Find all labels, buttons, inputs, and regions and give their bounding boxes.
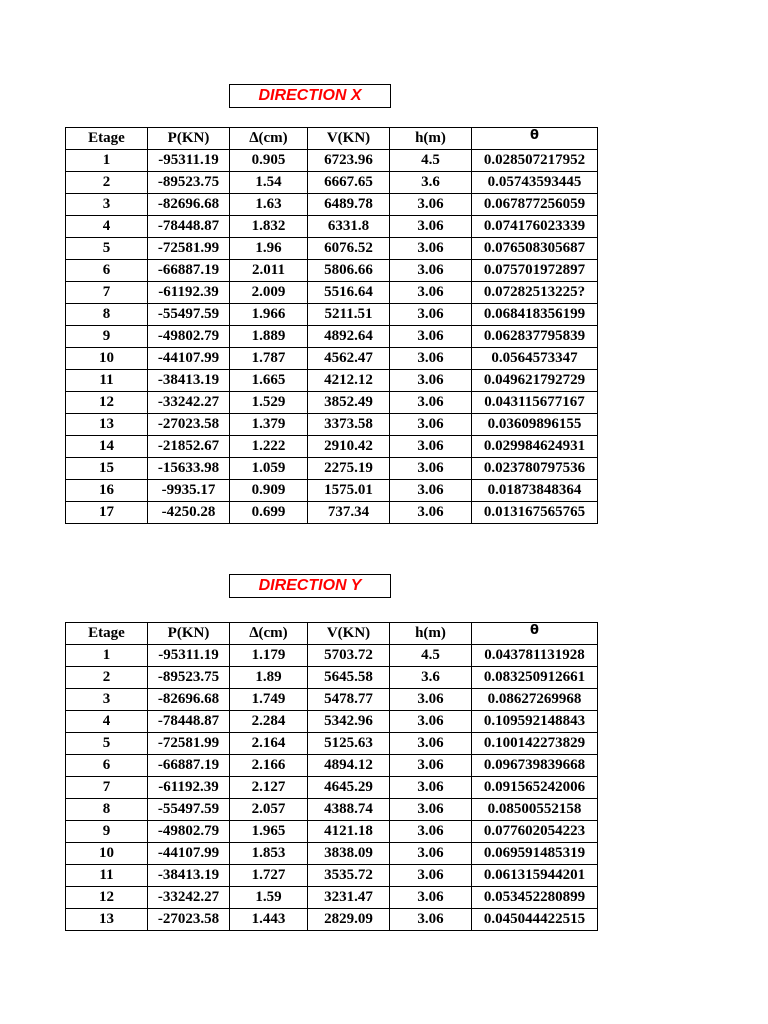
table-row bbox=[66, 282, 598, 304]
table-row bbox=[66, 194, 598, 216]
header-theta: θ bbox=[472, 623, 598, 645]
cell-h: 4.5 bbox=[390, 645, 472, 667]
cell-v: 6489.78 bbox=[308, 194, 390, 216]
cell-theta: 0.049621792729 bbox=[472, 370, 598, 392]
table-row bbox=[66, 711, 598, 733]
cell-etage: 4 bbox=[66, 711, 148, 733]
table-row bbox=[66, 667, 598, 689]
table-header-row bbox=[66, 623, 598, 645]
direction-y-title: DIRECTION Y bbox=[258, 577, 362, 594]
cell-v: 3231.47 bbox=[308, 887, 390, 909]
header-etage: Etage bbox=[66, 623, 148, 645]
cell-delta: 2.009 bbox=[230, 282, 308, 304]
cell-h: 3.06 bbox=[390, 348, 472, 370]
table-row bbox=[66, 414, 598, 436]
cell-v: 4388.74 bbox=[308, 799, 390, 821]
cell-h: 3.06 bbox=[390, 414, 472, 436]
cell-p: -33242.27 bbox=[148, 392, 230, 414]
cell-h: 3.06 bbox=[390, 865, 472, 887]
cell-etage: 15 bbox=[66, 458, 148, 480]
table-row bbox=[66, 216, 598, 238]
cell-delta: 1.443 bbox=[230, 909, 308, 931]
cell-etage: 8 bbox=[66, 799, 148, 821]
cell-delta: 2.284 bbox=[230, 711, 308, 733]
header-theta: θ bbox=[472, 128, 598, 150]
cell-v: 4645.29 bbox=[308, 777, 390, 799]
cell-theta: 0.067877256059 bbox=[472, 194, 598, 216]
cell-h: 3.6 bbox=[390, 172, 472, 194]
cell-theta: 0.03609896155 bbox=[472, 414, 598, 436]
cell-theta: 0.023780797536 bbox=[472, 458, 598, 480]
cell-p: -78448.87 bbox=[148, 216, 230, 238]
cell-theta: 0.05743593445 bbox=[472, 172, 598, 194]
cell-p: -78448.87 bbox=[148, 711, 230, 733]
cell-theta: 0.043115677167 bbox=[472, 392, 598, 414]
cell-v: 5645.58 bbox=[308, 667, 390, 689]
table-row bbox=[66, 370, 598, 392]
cell-theta: 0.01873848364 bbox=[472, 480, 598, 502]
cell-delta: 1.379 bbox=[230, 414, 308, 436]
cell-v: 3852.49 bbox=[308, 392, 390, 414]
cell-p: -33242.27 bbox=[148, 887, 230, 909]
direction-x-table bbox=[65, 127, 598, 524]
header-h: h(m) bbox=[390, 128, 472, 150]
cell-v: 5703.72 bbox=[308, 645, 390, 667]
cell-etage: 16 bbox=[66, 480, 148, 502]
cell-v: 6667.65 bbox=[308, 172, 390, 194]
cell-etage: 7 bbox=[66, 777, 148, 799]
cell-h: 3.06 bbox=[390, 777, 472, 799]
cell-etage: 1 bbox=[66, 150, 148, 172]
cell-p: -44107.99 bbox=[148, 348, 230, 370]
cell-etage: 17 bbox=[66, 502, 148, 524]
cell-p: -61192.39 bbox=[148, 777, 230, 799]
cell-delta: 0.699 bbox=[230, 502, 308, 524]
cell-theta: 0.091565242006 bbox=[472, 777, 598, 799]
cell-v: 6331.8 bbox=[308, 216, 390, 238]
cell-delta: 1.529 bbox=[230, 392, 308, 414]
cell-p: -44107.99 bbox=[148, 843, 230, 865]
cell-theta: 0.043781131928 bbox=[472, 645, 598, 667]
cell-theta: 0.062837795839 bbox=[472, 326, 598, 348]
cell-h: 3.06 bbox=[390, 755, 472, 777]
cell-theta: 0.0564573347 bbox=[472, 348, 598, 370]
cell-delta: 2.011 bbox=[230, 260, 308, 282]
table-row bbox=[66, 645, 598, 667]
cell-h: 3.06 bbox=[390, 689, 472, 711]
cell-v: 5211.51 bbox=[308, 304, 390, 326]
cell-h: 3.06 bbox=[390, 282, 472, 304]
table-row bbox=[66, 172, 598, 194]
cell-theta: 0.061315944201 bbox=[472, 865, 598, 887]
cell-etage: 14 bbox=[66, 436, 148, 458]
cell-delta: 1.853 bbox=[230, 843, 308, 865]
cell-h: 4.5 bbox=[390, 150, 472, 172]
table-row bbox=[66, 458, 598, 480]
cell-h: 3.06 bbox=[390, 711, 472, 733]
cell-delta: 1.54 bbox=[230, 172, 308, 194]
table-row bbox=[66, 502, 598, 524]
cell-etage: 12 bbox=[66, 392, 148, 414]
direction-y-table bbox=[65, 622, 598, 931]
cell-theta: 0.083250912661 bbox=[472, 667, 598, 689]
cell-h: 3.6 bbox=[390, 667, 472, 689]
cell-etage: 13 bbox=[66, 909, 148, 931]
cell-theta: 0.076508305687 bbox=[472, 238, 598, 260]
header-v: V(KN) bbox=[308, 128, 390, 150]
cell-delta: 1.89 bbox=[230, 667, 308, 689]
cell-theta: 0.029984624931 bbox=[472, 436, 598, 458]
cell-etage: 11 bbox=[66, 370, 148, 392]
cell-p: -89523.75 bbox=[148, 172, 230, 194]
direction-y-heading bbox=[229, 574, 391, 598]
cell-p: -38413.19 bbox=[148, 865, 230, 887]
cell-theta: 0.068418356199 bbox=[472, 304, 598, 326]
cell-theta: 0.069591485319 bbox=[472, 843, 598, 865]
header-v: V(KN) bbox=[308, 623, 390, 645]
table-row bbox=[66, 821, 598, 843]
cell-etage: 6 bbox=[66, 755, 148, 777]
cell-p: -55497.59 bbox=[148, 799, 230, 821]
cell-v: 5342.96 bbox=[308, 711, 390, 733]
cell-p: -27023.58 bbox=[148, 414, 230, 436]
cell-theta: 0.028507217952 bbox=[472, 150, 598, 172]
cell-delta: 1.59 bbox=[230, 887, 308, 909]
cell-delta: 1.222 bbox=[230, 436, 308, 458]
cell-h: 3.06 bbox=[390, 843, 472, 865]
cell-v: 3838.09 bbox=[308, 843, 390, 865]
cell-p: -9935.17 bbox=[148, 480, 230, 502]
cell-theta: 0.045044422515 bbox=[472, 909, 598, 931]
cell-h: 3.06 bbox=[390, 238, 472, 260]
table-row bbox=[66, 733, 598, 755]
cell-theta: 0.077602054223 bbox=[472, 821, 598, 843]
cell-v: 5125.63 bbox=[308, 733, 390, 755]
cell-etage: 9 bbox=[66, 821, 148, 843]
cell-etage: 12 bbox=[66, 887, 148, 909]
cell-delta: 1.787 bbox=[230, 348, 308, 370]
header-h: h(m) bbox=[390, 623, 472, 645]
cell-h: 3.06 bbox=[390, 502, 472, 524]
table-row bbox=[66, 865, 598, 887]
cell-v: 2829.09 bbox=[308, 909, 390, 931]
cell-etage: 8 bbox=[66, 304, 148, 326]
table-row bbox=[66, 777, 598, 799]
cell-etage: 11 bbox=[66, 865, 148, 887]
table-row bbox=[66, 689, 598, 711]
cell-h: 3.06 bbox=[390, 821, 472, 843]
cell-etage: 7 bbox=[66, 282, 148, 304]
cell-v: 6076.52 bbox=[308, 238, 390, 260]
table-row bbox=[66, 260, 598, 282]
cell-h: 3.06 bbox=[390, 887, 472, 909]
cell-delta: 1.966 bbox=[230, 304, 308, 326]
cell-theta: 0.053452280899 bbox=[472, 887, 598, 909]
cell-v: 4892.64 bbox=[308, 326, 390, 348]
cell-delta: 1.832 bbox=[230, 216, 308, 238]
cell-h: 3.06 bbox=[390, 216, 472, 238]
table-row bbox=[66, 799, 598, 821]
cell-p: -21852.67 bbox=[148, 436, 230, 458]
header-delta: ∆(cm) bbox=[230, 128, 308, 150]
cell-etage: 10 bbox=[66, 843, 148, 865]
cell-p: -89523.75 bbox=[148, 667, 230, 689]
cell-p: -72581.99 bbox=[148, 733, 230, 755]
cell-h: 3.06 bbox=[390, 733, 472, 755]
cell-delta: 1.059 bbox=[230, 458, 308, 480]
cell-h: 3.06 bbox=[390, 304, 472, 326]
cell-p: -49802.79 bbox=[148, 326, 230, 348]
table-row bbox=[66, 348, 598, 370]
cell-h: 3.06 bbox=[390, 326, 472, 348]
cell-delta: 0.905 bbox=[230, 150, 308, 172]
direction-x-heading bbox=[229, 84, 391, 108]
cell-delta: 1.63 bbox=[230, 194, 308, 216]
cell-p: -55497.59 bbox=[148, 304, 230, 326]
cell-p: -15633.98 bbox=[148, 458, 230, 480]
cell-delta: 1.727 bbox=[230, 865, 308, 887]
table-row bbox=[66, 480, 598, 502]
cell-v: 1575.01 bbox=[308, 480, 390, 502]
cell-etage: 5 bbox=[66, 733, 148, 755]
table-row bbox=[66, 755, 598, 777]
cell-h: 3.06 bbox=[390, 370, 472, 392]
cell-v: 737.34 bbox=[308, 502, 390, 524]
cell-p: -82696.68 bbox=[148, 194, 230, 216]
cell-delta: 1.965 bbox=[230, 821, 308, 843]
cell-delta: 1.179 bbox=[230, 645, 308, 667]
cell-delta: 0.909 bbox=[230, 480, 308, 502]
cell-v: 2910.42 bbox=[308, 436, 390, 458]
table-row bbox=[66, 909, 598, 931]
cell-etage: 3 bbox=[66, 194, 148, 216]
cell-delta: 2.166 bbox=[230, 755, 308, 777]
cell-v: 4894.12 bbox=[308, 755, 390, 777]
cell-delta: 1.96 bbox=[230, 238, 308, 260]
table-row bbox=[66, 436, 598, 458]
cell-theta: 0.109592148843 bbox=[472, 711, 598, 733]
cell-p: -66887.19 bbox=[148, 755, 230, 777]
direction-y-rows bbox=[66, 645, 598, 931]
cell-v: 2275.19 bbox=[308, 458, 390, 480]
table-header-row bbox=[66, 128, 598, 150]
cell-h: 3.06 bbox=[390, 392, 472, 414]
table-row bbox=[66, 150, 598, 172]
cell-p: -27023.58 bbox=[148, 909, 230, 931]
cell-etage: 3 bbox=[66, 689, 148, 711]
cell-etage: 5 bbox=[66, 238, 148, 260]
table-row bbox=[66, 238, 598, 260]
header-etage: Etage bbox=[66, 128, 148, 150]
table-row bbox=[66, 887, 598, 909]
cell-delta: 1.749 bbox=[230, 689, 308, 711]
cell-v: 3535.72 bbox=[308, 865, 390, 887]
cell-etage: 4 bbox=[66, 216, 148, 238]
cell-etage: 1 bbox=[66, 645, 148, 667]
cell-delta: 2.127 bbox=[230, 777, 308, 799]
cell-theta: 0.100142273829 bbox=[472, 733, 598, 755]
header-p: P(KN) bbox=[148, 128, 230, 150]
cell-etage: 6 bbox=[66, 260, 148, 282]
cell-h: 3.06 bbox=[390, 260, 472, 282]
cell-p: -4250.28 bbox=[148, 502, 230, 524]
cell-p: -82696.68 bbox=[148, 689, 230, 711]
cell-theta: 0.07282513225? bbox=[472, 282, 598, 304]
cell-etage: 13 bbox=[66, 414, 148, 436]
cell-delta: 1.665 bbox=[230, 370, 308, 392]
cell-h: 3.06 bbox=[390, 436, 472, 458]
cell-p: -95311.19 bbox=[148, 150, 230, 172]
cell-p: -72581.99 bbox=[148, 238, 230, 260]
cell-v: 5806.66 bbox=[308, 260, 390, 282]
cell-v: 3373.58 bbox=[308, 414, 390, 436]
cell-v: 5516.64 bbox=[308, 282, 390, 304]
cell-v: 4562.47 bbox=[308, 348, 390, 370]
header-delta: ∆(cm) bbox=[230, 623, 308, 645]
table-row bbox=[66, 304, 598, 326]
cell-theta: 0.075701972897 bbox=[472, 260, 598, 282]
direction-x-title: DIRECTION X bbox=[258, 87, 362, 104]
cell-delta: 1.889 bbox=[230, 326, 308, 348]
cell-v: 5478.77 bbox=[308, 689, 390, 711]
cell-p: -95311.19 bbox=[148, 645, 230, 667]
cell-theta: 0.08500552158 bbox=[472, 799, 598, 821]
cell-h: 3.06 bbox=[390, 458, 472, 480]
cell-etage: 10 bbox=[66, 348, 148, 370]
cell-theta: 0.096739839668 bbox=[472, 755, 598, 777]
cell-h: 3.06 bbox=[390, 799, 472, 821]
cell-p: -61192.39 bbox=[148, 282, 230, 304]
cell-delta: 2.057 bbox=[230, 799, 308, 821]
cell-etage: 2 bbox=[66, 172, 148, 194]
cell-p: -38413.19 bbox=[148, 370, 230, 392]
table-row bbox=[66, 843, 598, 865]
cell-v: 6723.96 bbox=[308, 150, 390, 172]
direction-x-rows bbox=[66, 150, 598, 524]
cell-theta: 0.074176023339 bbox=[472, 216, 598, 238]
cell-v: 4212.12 bbox=[308, 370, 390, 392]
cell-h: 3.06 bbox=[390, 194, 472, 216]
cell-theta: 0.08627269968 bbox=[472, 689, 598, 711]
header-p: P(KN) bbox=[148, 623, 230, 645]
cell-h: 3.06 bbox=[390, 480, 472, 502]
cell-delta: 2.164 bbox=[230, 733, 308, 755]
table-row bbox=[66, 392, 598, 414]
cell-theta: 0.013167565765 bbox=[472, 502, 598, 524]
cell-p: -66887.19 bbox=[148, 260, 230, 282]
cell-etage: 9 bbox=[66, 326, 148, 348]
cell-p: -49802.79 bbox=[148, 821, 230, 843]
table-row bbox=[66, 326, 598, 348]
cell-v: 4121.18 bbox=[308, 821, 390, 843]
cell-h: 3.06 bbox=[390, 909, 472, 931]
cell-etage: 2 bbox=[66, 667, 148, 689]
